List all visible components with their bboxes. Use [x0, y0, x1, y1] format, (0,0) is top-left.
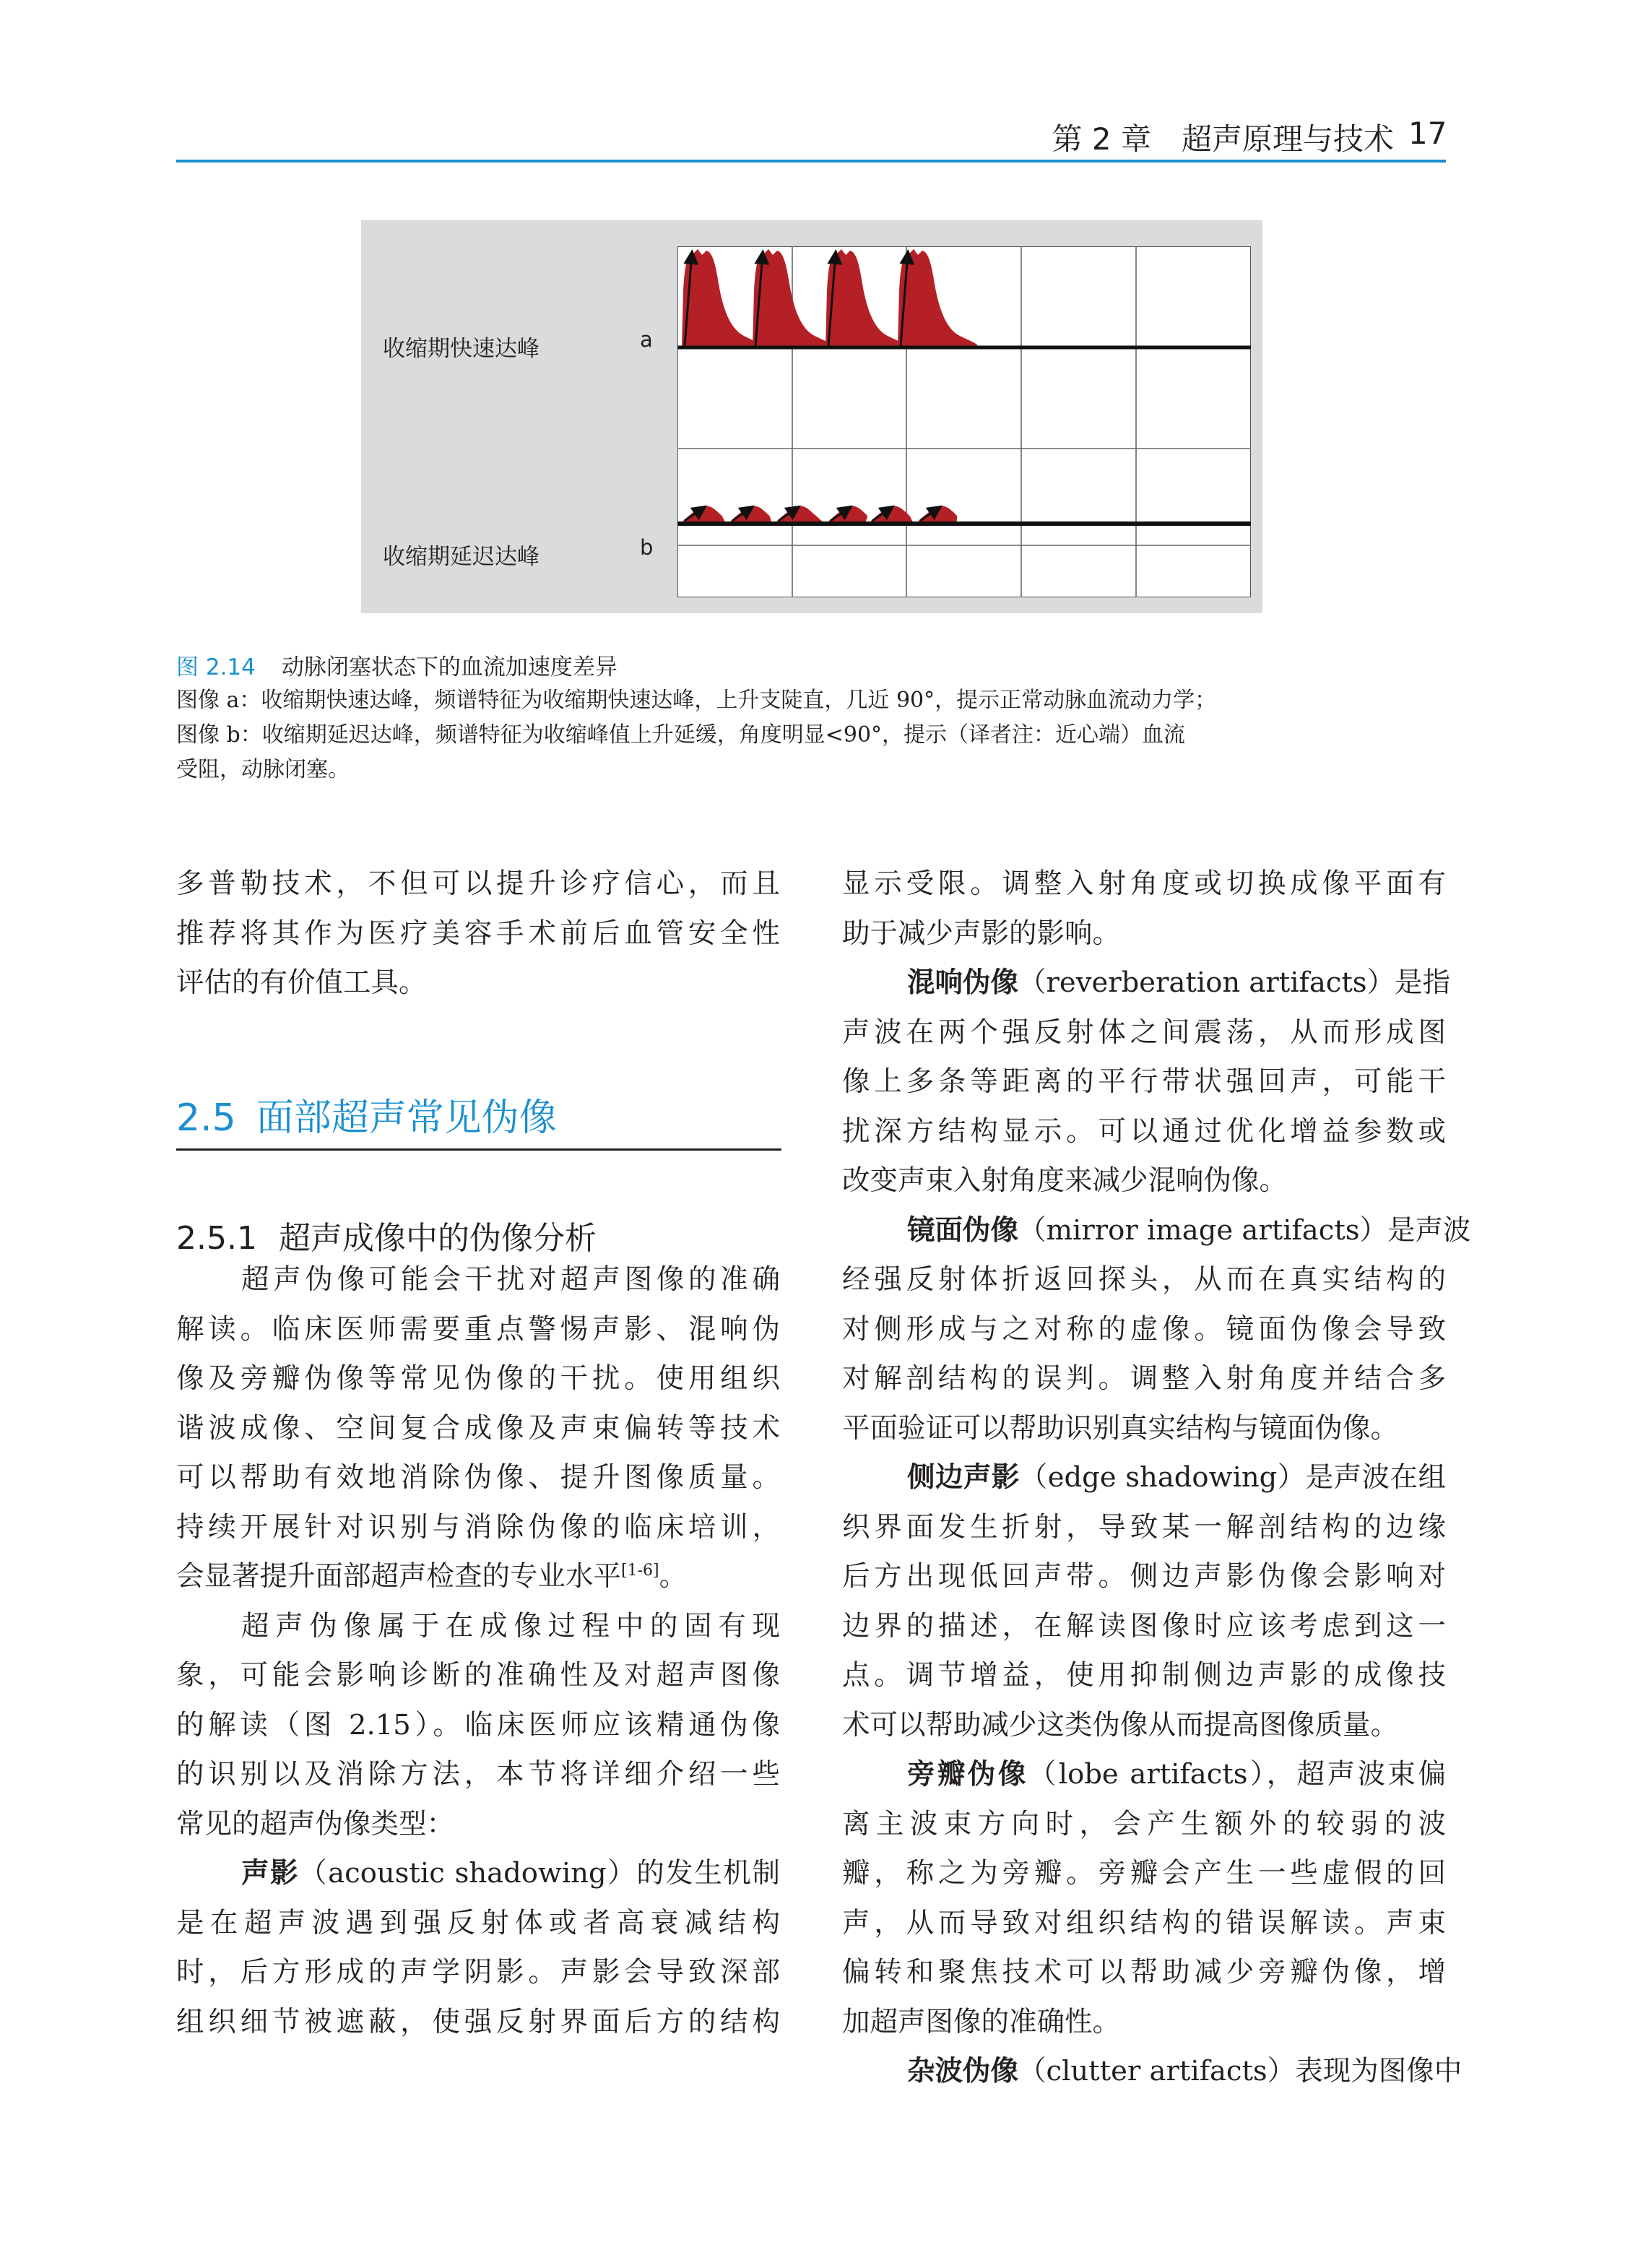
- text-line: 扰深方结构显示。可以通过优化增益参数或: [842, 1114, 1446, 1148]
- text-segment: （reverberation artifacts）是指: [1018, 966, 1451, 999]
- running-header-title: 第 2 章 超声原理与技术: [1052, 121, 1394, 157]
- text-line: [842, 958, 1451, 1008]
- text-line: 多普勒技术，不但可以提升诊疗信心，而且: [176, 867, 780, 900]
- text-line: 谐波成像、空间复合成像及声束偏转等技术: [176, 1411, 780, 1445]
- label-a: a: [640, 327, 653, 352]
- text-line: 边界的描述，在解读图像时应该考虑到这一: [842, 1609, 1446, 1642]
- caption-line: 图像 a：收缩期快速达峰，频谱特征为收缩期快速达峰，上升支陡直，几近 90°，提示正常动脉血流动力学；: [176, 688, 1217, 713]
- text-line: 织界面发生折射，导致某一解剖结构的边缘: [842, 1510, 1446, 1544]
- text-line: 是在超声波遇到强反射体或者高衰减结构: [176, 1906, 780, 1939]
- text-line: 象，可能会影响诊断的准确性及对超声图像: [176, 1659, 780, 1692]
- text-line: 超声伪像属于在成像过程中的固有现: [241, 1609, 780, 1642]
- text-line: 改变声束入射角度来减少混响伪像。: [842, 1164, 1288, 1197]
- text-line: 助于减少声影的影响。: [842, 917, 1121, 950]
- text-segment: （mirror image artifacts）是声波: [1018, 1213, 1471, 1247]
- page-number: 17: [1408, 116, 1447, 151]
- text-line: 声，从而导致对组织结构的错误解读。声束: [842, 1906, 1446, 1939]
- text-line: 的识别以及消除方法，本节将详细介绍一些: [176, 1758, 780, 1791]
- text-line: 平面验证可以帮助识别真实结构与镜面伪像。: [842, 1411, 1399, 1445]
- text-line: 解读。临床医师需要重点警惕声影、混响伪: [176, 1312, 780, 1346]
- text-segment: 会显著提升面部超声检查的专业水平: [176, 1560, 622, 1593]
- text-segment: （clutter artifacts）表现为图像中: [1018, 2055, 1462, 2087]
- text-segment: （lobe artifacts），超声波束偏: [1028, 1758, 1446, 1791]
- text-line: 可以帮助有效地消除伪像、提升图像质量。: [176, 1461, 780, 1494]
- term-edge-shadowing: 侧边声影: [907, 1461, 1020, 1494]
- text-line: 组织细节被遮蔽，使强反射界面后方的结构: [176, 2005, 780, 2038]
- header-rule: [176, 160, 1446, 163]
- term-reverberation: 混响伪像: [907, 966, 1019, 999]
- text-line: 像上多条等距离的平行带状强回声，可能干: [842, 1065, 1446, 1098]
- figure-title: 动脉闭塞状态下的血流加速度差异: [281, 654, 618, 680]
- left-column: [176, 860, 780, 2047]
- text-line: 点。调节增益，使用抑制侧边声影的成像技: [842, 1659, 1446, 1692]
- text-line: [176, 1552, 780, 1602]
- caption-line: 受阻，动脉闭塞。: [176, 757, 350, 782]
- text-segment: （edge shadowing）是声波在组: [1019, 1461, 1446, 1494]
- text-line: 偏转和聚焦技术可以帮助减少旁瓣伪像，增: [842, 1956, 1446, 1988]
- subsection-number: 2.5.1: [176, 1220, 257, 1257]
- waveform-grid: [677, 246, 1251, 597]
- text-line: [842, 1750, 1446, 1800]
- label-rapid-peak: 收缩期快速达峰: [383, 336, 540, 362]
- text-line: 离主波束方向时，会产生额外的较弱的波: [842, 1807, 1446, 1840]
- text-line: [176, 1849, 780, 1899]
- right-column: [842, 860, 1471, 2097]
- text-line: 经强反射体折返回探头，从而在真实结构的: [842, 1263, 1446, 1296]
- figure-caption-body: [176, 683, 1449, 787]
- text-line: [842, 1206, 1471, 1256]
- text-line: 术可以帮助减少这类伪像从而提高图像质量。: [842, 1708, 1399, 1741]
- text-line: 瓣，称之为旁瓣。旁瓣会产生一些虚假的回: [842, 1857, 1446, 1890]
- citation: [1-6]: [621, 1562, 659, 1580]
- figure-caption-title: [176, 649, 618, 681]
- text-line: 对侧形成与之对称的虚像。镜面伪像会导致: [842, 1312, 1446, 1346]
- label-b: b: [640, 535, 654, 560]
- text-line: 推荐将其作为医疗美容手术前后血管安全性: [176, 917, 780, 950]
- text-line: 常见的超声伪像类型：: [176, 1807, 455, 1840]
- text-segment: 。: [659, 1560, 688, 1593]
- text-segment: （acoustic shadowing）的发生机制: [299, 1857, 780, 1890]
- text-line: 加超声图像的准确性。: [842, 2005, 1121, 2038]
- text-line: 评估的有价值工具。: [176, 966, 427, 999]
- term-acoustic-shadowing: 声影: [241, 1857, 300, 1890]
- section-number: 2.5: [176, 1096, 236, 1140]
- text-line: 后方出现低回声带。侧边声影伪像会影响对: [842, 1560, 1446, 1593]
- subsection-title: 超声成像中的伪像分析: [278, 1220, 597, 1257]
- section-title: 面部超声常见伪像: [256, 1096, 557, 1140]
- text-line: 对解剖结构的误判。调整入射角度并结合多: [842, 1362, 1446, 1395]
- figure-doppler-waveforms: [361, 220, 1262, 613]
- text-line: [842, 1453, 1446, 1503]
- term-clutter-artifacts: 杂波伪像: [907, 2055, 1019, 2087]
- term-lobe-artifacts: 旁瓣伪像: [907, 1758, 1028, 1791]
- text-line: 显示受限。调整入射角度或切换成像平面有: [842, 867, 1446, 900]
- caption-line: 图像 b：收缩期延迟达峰，频谱特征为收缩峰值上升延缓，角度明显<90°，提示（译者注：近心端）血流: [176, 722, 1186, 748]
- text-line: [842, 2047, 1462, 2097]
- text-line: 超声伪像可能会干扰对超声图像的准确: [241, 1263, 780, 1296]
- figure-number: 图 2.14: [176, 654, 256, 680]
- text-line: 像及旁瓣伪像等常见伪像的干扰。使用组织: [176, 1362, 780, 1395]
- text-line: 声波在两个强反射体之间震荡，从而形成图: [842, 1016, 1446, 1049]
- label-delayed-peak: 收缩期延迟达峰: [383, 544, 540, 570]
- text-line: 持续开展针对识别与消除伪像的临床培训，: [176, 1510, 780, 1544]
- text-line: 时，后方形成的声学阴影。声影会导致深部: [176, 1956, 780, 1988]
- term-mirror-image: 镜面伪像: [907, 1213, 1019, 1247]
- text-line: 的解读（图 2.15）。临床医师应该精通伪像: [176, 1708, 780, 1741]
